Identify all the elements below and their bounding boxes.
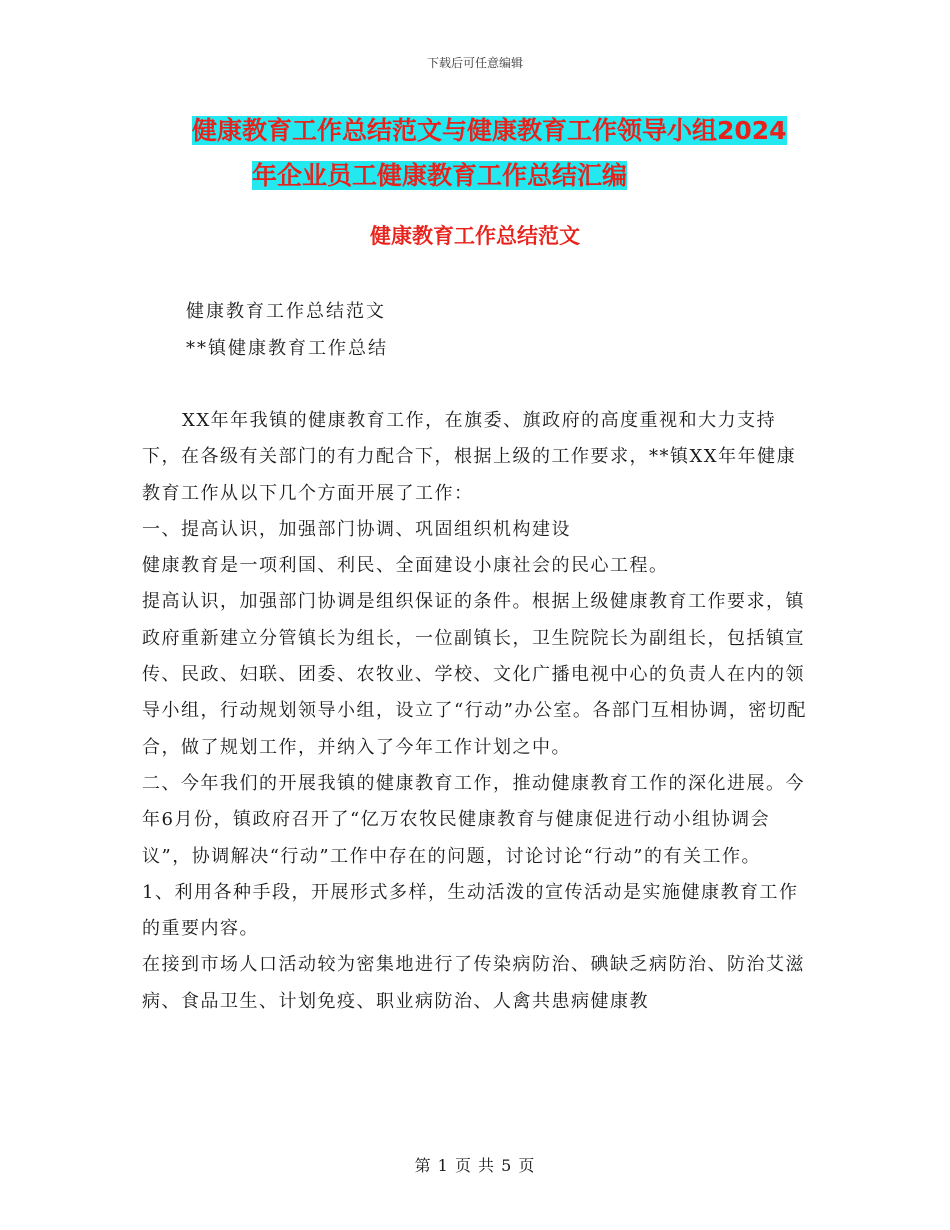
subtitle-line: 健康教育工作总结范文 [186, 301, 386, 322]
document-title [140, 108, 820, 198]
subtitle-line: **镇健康教育工作总结 [186, 338, 388, 359]
paragraph: XX年年我镇的健康教育工作，在旗委、旗政府的高度重视和大力支持下，在各级有关部门的有力配合下，根据上级的工作要求，**镇XX年年健康教育工作从以下几个方面开展了工作： [142, 410, 797, 504]
subtitle-block [186, 293, 388, 367]
paragraph: 一、提高认识，加强部门协调、巩固组织机构建设 [142, 518, 571, 540]
paragraph: 二、今年我们的开展我镇的健康教育工作，推动健康教育工作的深化进展。今年6月份，镇政府召开了“亿万农牧民健康教育与健康促进行动小组协调会议”，协调解决“行动”工作中存在的问题，讨论讨论“行动”的有关工作。 [142, 772, 805, 867]
section-title: 健康教育工作总结范文 [370, 224, 580, 248]
page-footer: 第 1 页 共 5 页 [414, 1156, 536, 1175]
paragraph: 在接到市场人口活动较为密集地进行了传染病防治、碘缺乏病防治、防治艾滋病、食品卫生、计划免疫、职业病防治、人禽共患病健康教 [142, 954, 805, 1012]
paragraph: 提高认识，加强部门协调是组织保证的条件。根据上级健康教育工作要求，镇政府重新建立分管镇长为组长，一位副镇长，卫生院院长为副组长，包括镇宣传、民政、妇联、团委、农牧业、学校、文化广播电视中心的负责人在内的领导小组，行动规划领导小组，设立了“行动”办公室。各部门互相协调，密切配合，做了规划工作，并纳入了今年工作计划之中。 [142, 591, 807, 758]
paragraph: 1、利用各种手段，开展形式多样，生动活泼的宣传活动是实施健康教育工作的重要内容。 [142, 881, 799, 940]
title-line-1: 健康教育工作总结范文与健康教育工作领导小组2024 [192, 116, 787, 145]
title-line-2: 年企业员工健康教育工作总结汇编 [252, 161, 628, 190]
page-header: 下载后可任意编辑 [426, 56, 523, 70]
body-text [142, 403, 807, 1020]
paragraph: 健康教育是一项利国、利民、全面建设小康社会的民心工程。 [142, 555, 669, 577]
